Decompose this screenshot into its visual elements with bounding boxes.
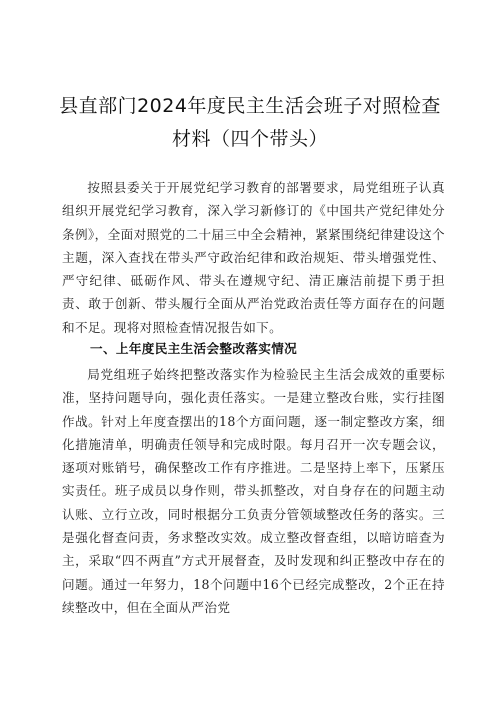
document-title-line-1: 县直部门2024年度民主生活会班子对照检查	[59, 95, 441, 117]
intro-paragraph: 按照县委关于开展党纪学习教育的部署要求，局党组班子认真组织开展党纪学习教育，深入学习新修订的《中国共产党纪律处分条例》，全面对照党的二十届三中全会精神，紧紧围绕纪律建设这个主题，深入查找在带头严守政治纪律和政治规矩、带头增强党性、严守纪律、砥砺作风、带头在遵规守纪、清正廉洁前提下勇于担责、敢于创新、带头履行全面从严治党政治责任等方面存在的问题和不足。现将对照检查情况报告如下。	[62, 180, 445, 335]
section-1-paragraph: 局党组班子始终把整改落实作为检验民主生活会成效的重要标准，坚持问题导向，强化责任落实。一是建立整改台账，实行挂图作战。针对上年度查摆出的18个方面问题，逐一制定整改方案，细化措施清单，明确责任领导和完成时限。每月召开一次专题会议，逐项对账销号，确保整改工作有序推进。二是坚持上率下，压紧压实责任。班子成员以身作则，带头抓整改，对自身存在的问题主动认账、立行立改，同时根据分工负责分管领域整改任务的落实。三是强化督查问责，务求整改实效。成立整改督查组，以暗访暗查为主，采取“四不两直”方式开展督查，及时发现和纠正整改中存在的问题。通过一年努力，18个问题中16个已经完成整改，2个正在持续整改中，但在全面从严治党	[62, 367, 445, 615]
section-heading-1: 一、上年度民主生活会整改落实情况	[90, 341, 298, 356]
document-title-line-2: 材料（四个带头）	[171, 128, 328, 150]
